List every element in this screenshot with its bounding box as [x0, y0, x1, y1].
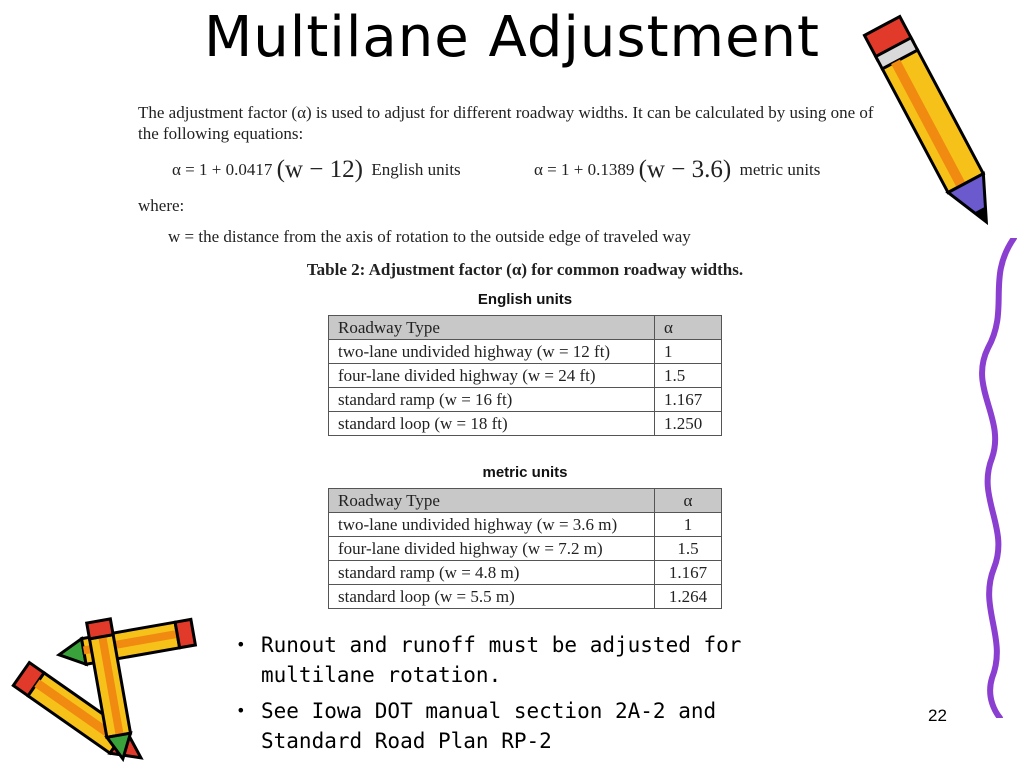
bullet-text: See Iowa DOT manual section 2A-2 and Standard Road Plan RP-2	[261, 699, 717, 753]
slide-title: Multilane Adjustment	[203, 5, 820, 70]
bullet-list	[228, 630, 768, 762]
table-row	[329, 585, 722, 609]
header-alpha: α	[655, 489, 722, 513]
roadway-type-cell: two-lane undivided highway (w = 12 ft)	[329, 340, 655, 364]
squiggle-border-decoration	[966, 238, 1024, 718]
header-roadway-type: Roadway Type	[329, 489, 655, 513]
equation-english-left: α = 1 + 0.0417	[172, 160, 273, 179]
header-alpha: α	[655, 316, 722, 340]
equation-english-units: English units	[371, 160, 461, 179]
english-units-label: English units	[477, 291, 573, 308]
bullet-text: Runout and runoff must be adjusted for multilane rotation.	[261, 633, 742, 687]
where-label: where:	[138, 196, 185, 215]
alpha-cell: 1.167	[655, 561, 722, 585]
roadway-type-cell: standard ramp (w = 16 ft)	[329, 388, 655, 412]
table-row	[329, 388, 722, 412]
table-row	[329, 340, 722, 364]
equation-metric-paren: (w − 3.6)	[638, 156, 732, 183]
bullet-icon: •	[236, 635, 246, 654]
metric-units-label: metric units	[482, 464, 568, 481]
alpha-cell: 1.5	[655, 364, 722, 388]
alpha-cell: 1.5	[655, 537, 722, 561]
table-header-row	[329, 489, 722, 513]
alpha-cell: 1	[655, 513, 722, 537]
roadway-type-cell: four-lane divided highway (w = 7.2 m)	[329, 537, 655, 561]
table-row	[329, 364, 722, 388]
pencil-icon	[862, 4, 1002, 244]
table-caption: Table 2: Adjustment factor (α) for common roadway widths.	[306, 260, 744, 279]
intro-paragraph: The adjustment factor (α) is used to adjust for different roadway widths. It can be calculated by using one of the following equations:	[138, 103, 874, 143]
w-definition: w = the distance from the axis of rotation to the outside edge of traveled way	[168, 227, 691, 246]
metric-units-table	[328, 488, 722, 609]
equation-english-paren: (w − 12)	[276, 156, 363, 183]
roadway-type-cell: four-lane divided highway (w = 24 ft)	[329, 364, 655, 388]
equation-metric-left: α = 1 + 0.1389	[534, 160, 635, 179]
roadway-type-cell: standard ramp (w = 4.8 m)	[329, 561, 655, 585]
alpha-cell: 1.167	[655, 388, 722, 412]
roadway-type-cell: two-lane undivided highway (w = 3.6 m)	[329, 513, 655, 537]
equation-english	[172, 156, 461, 184]
roadway-type-cell: standard loop (w = 18 ft)	[329, 412, 655, 436]
alpha-cell: 1	[655, 340, 722, 364]
pencils-icon	[0, 616, 220, 766]
table-row	[329, 537, 722, 561]
equation-metric-units: metric units	[739, 160, 821, 179]
alpha-cell: 1.250	[655, 412, 722, 436]
header-roadway-type: Roadway Type	[329, 316, 655, 340]
table-row	[329, 412, 722, 436]
roadway-type-cell: standard loop (w = 5.5 m)	[329, 585, 655, 609]
alpha-cell: 1.264	[655, 585, 722, 609]
list-item	[228, 630, 768, 690]
page-number: 22	[928, 706, 947, 725]
bullet-icon: •	[236, 701, 246, 720]
table-row	[329, 513, 722, 537]
list-item	[228, 696, 768, 756]
table-row	[329, 561, 722, 585]
table-header-row	[329, 316, 722, 340]
english-units-table	[328, 315, 722, 436]
equation-metric	[534, 156, 820, 184]
